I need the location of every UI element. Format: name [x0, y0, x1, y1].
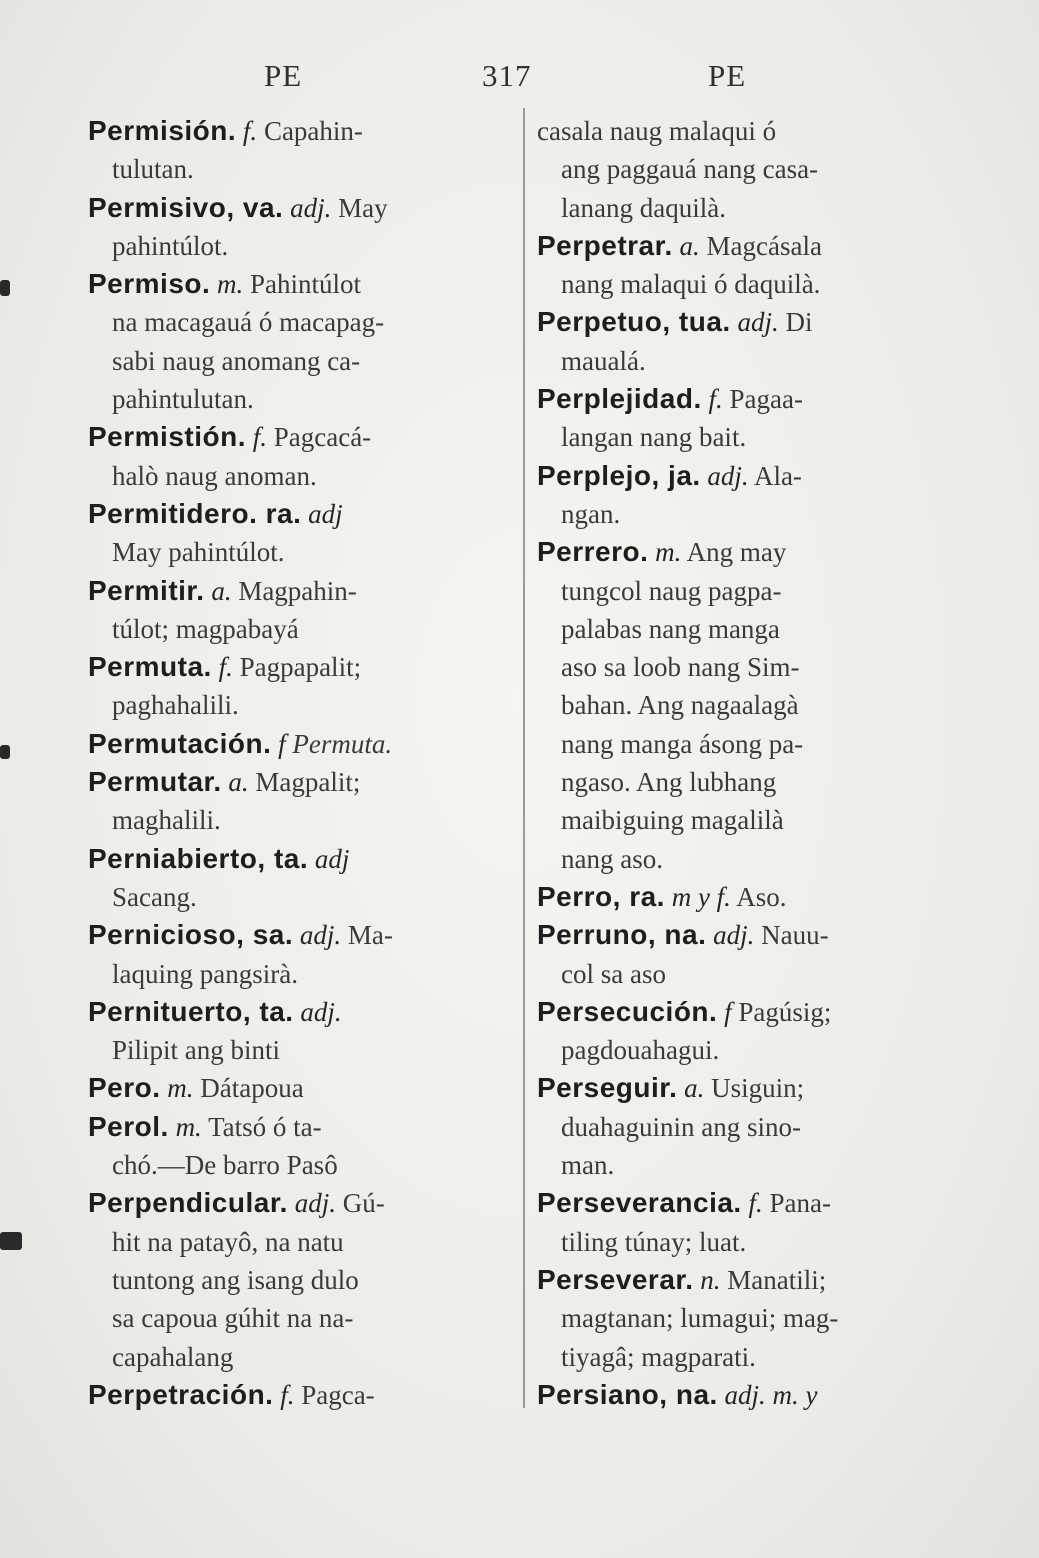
entry-definition-line: langan nang bait.	[561, 422, 747, 453]
entry-headword: Permiso.	[88, 268, 211, 300]
dictionary-entry	[88, 265, 508, 418]
entry-definition-start: Permuta.	[292, 728, 393, 759]
entry-definition-line: tiyagâ; magparati.	[561, 1341, 756, 1372]
entry-grammar-tag: adj.	[300, 996, 342, 1027]
dictionary-entry	[537, 878, 957, 916]
entry-definition-line: ang paggauá nang casa-	[561, 154, 819, 185]
entry-definition-start: Aso.	[736, 881, 787, 912]
entry-grammar-tag: adj.	[290, 192, 332, 223]
entry-definition-line: túlot; magpabayá	[112, 613, 299, 644]
entry-headword: Persiano, na.	[537, 1378, 718, 1410]
entry-definition-start: Pana-	[769, 1188, 831, 1219]
entry-headword: Permitir.	[88, 574, 205, 606]
entry-headword: Perseverar.	[537, 1263, 694, 1295]
entry-grammar-tag: f	[278, 728, 286, 759]
entry-headword: Perplejo, ja.	[537, 459, 701, 491]
entry-definition-line: paghahalili.	[112, 690, 239, 721]
dictionary-entry	[537, 457, 957, 534]
entry-headword: Permutar.	[88, 766, 222, 798]
entry-grammar-tag: adj	[308, 498, 343, 529]
entry-definition-line: tungcol naug pagpa-	[561, 575, 782, 606]
entry-definition-line: man.	[561, 1150, 615, 1181]
scan-edge-mark	[0, 280, 10, 296]
dictionary-entry	[88, 993, 508, 1070]
entry-headword: Permisivo, va.	[88, 191, 284, 223]
entry-definition-line: nang malaqui ó daquilà.	[561, 269, 821, 300]
entry-grammar-tag: a.	[679, 230, 700, 261]
entry-definition-line: nang manga ásong pa-	[561, 728, 804, 759]
dictionary-entry	[537, 993, 957, 1070]
entry-headword: Permistión.	[88, 421, 246, 453]
header-left-guide-word: PE	[264, 58, 303, 93]
entry-definition-line: sabi naug anomang ca-	[112, 345, 361, 376]
entry-definition-line: duahaguinin ang sino-	[561, 1111, 801, 1142]
entry-definition-start: Nauu-	[761, 920, 829, 951]
entry-grammar-tag: f.	[748, 1188, 763, 1219]
left-column	[88, 112, 508, 1414]
entry-grammar-tag: adj	[314, 843, 350, 874]
entry-headword: Perpetuo, tua.	[537, 306, 731, 338]
dictionary-entry	[537, 380, 957, 457]
entry-headword: Perpendicular.	[88, 1187, 288, 1219]
entry-grammar-tag: adj.	[294, 1188, 336, 1219]
entry-definition-start: Ang may	[686, 537, 787, 568]
entry-definition-start: Pagúsig;	[738, 996, 832, 1027]
entry-definition-line: tuntong ang isang dulo	[112, 1264, 359, 1295]
dictionary-entry	[88, 495, 508, 572]
dictionary-entry	[88, 572, 508, 649]
entry-headword: Perro, ra.	[537, 880, 665, 912]
entry-headword: Perruno, na.	[537, 919, 707, 951]
dictionary-entry	[88, 189, 508, 266]
entry-definition-line: chó.—De barro Pasô	[112, 1150, 338, 1181]
entry-headword: Pernituerto, ta.	[88, 995, 294, 1027]
dictionary-entry	[537, 533, 957, 878]
entry-definition-line: pahintúlot.	[112, 230, 229, 261]
entry-grammar-tag: f.	[708, 384, 723, 415]
entry-grammar-tag: f	[724, 996, 732, 1027]
entry-headword: Permuta.	[88, 651, 212, 683]
entry-headword: Perol.	[88, 1110, 169, 1142]
entry-definition-line: halò naug anoman.	[112, 460, 317, 491]
scan-edge-mark	[0, 745, 10, 759]
entry-headword: Pero.	[88, 1072, 161, 1104]
entry-definition-start: Di	[785, 307, 813, 338]
entry-grammar-tag: adj.	[737, 307, 779, 338]
entry-definition-start: Usiguin;	[711, 1073, 805, 1104]
entry-definition-start: Pahintúlot	[250, 269, 362, 300]
dictionary-entry	[88, 840, 508, 917]
entry-definition-start: Pagaa-	[729, 384, 803, 415]
entry-headword: Permitidero. ra.	[88, 497, 302, 529]
entry-definition-line: na macagauá ó macapag-	[112, 307, 385, 338]
right-column	[537, 112, 957, 1414]
entry-definition-start: Magcásala	[706, 230, 822, 261]
entry-definition-start: Magpalit;	[255, 767, 361, 798]
entry-definition-line: maibiguing magalilà	[561, 805, 784, 836]
entry-definition-line: pagdouahagui.	[561, 1035, 720, 1066]
entry-grammar-tag: a.	[228, 767, 249, 798]
entry-grammar-tag: a.	[684, 1073, 705, 1104]
entry-headword: Perrero.	[537, 536, 649, 568]
entry-headword: Perpetrar.	[537, 229, 673, 261]
entry-definition-start: Magpahin-	[238, 575, 357, 606]
entry-grammar-tag: adj.	[299, 920, 342, 951]
entry-definition-line: ngaso. Ang lubhang	[561, 767, 777, 798]
entry-definition-start: Pagpapalit;	[239, 652, 362, 683]
dictionary-entry	[537, 303, 957, 380]
entry-definition-start: Gú-	[342, 1188, 385, 1219]
entry-definition-line: May pahintúlot.	[112, 537, 285, 568]
header-right-guide-word: PE	[708, 58, 747, 93]
entry-grammar-tag: m.	[175, 1111, 202, 1142]
entry-grammar-tag: adj.	[707, 460, 749, 491]
entry-definition-line: tulutan.	[112, 154, 194, 185]
entry-definition-line: bahan. Ang nagaalagà	[561, 690, 799, 721]
entry-definition-line: lanang daquilà.	[561, 192, 726, 223]
column-divider	[523, 108, 525, 1408]
entry-definition-line: maghalili.	[112, 805, 221, 836]
entry-definition-line: pahintulutan.	[112, 384, 254, 415]
entry-grammar-tag: m.	[167, 1073, 194, 1104]
dictionary-entry	[537, 112, 957, 227]
entry-definition-line: palabas nang manga	[561, 613, 780, 644]
entry-grammar-tag: n.	[700, 1264, 721, 1295]
dictionary-entry	[88, 648, 508, 725]
dictionary-entry	[537, 1261, 957, 1376]
entry-definition-line: tiling túnay; luat.	[561, 1226, 747, 1257]
entry-definition-line: col sa aso	[561, 958, 666, 989]
entry-headword: Perseguir.	[537, 1072, 678, 1104]
entry-headword: Permutación.	[88, 727, 272, 759]
entry-grammar-tag: m y f.	[671, 881, 731, 912]
dictionary-entry	[537, 1069, 957, 1184]
entry-headword: Perplejidad.	[537, 383, 702, 415]
entry-definition-line: Sacang.	[112, 881, 197, 912]
entry-definition-start: Ala-	[753, 460, 802, 491]
dictionary-entry	[537, 227, 957, 304]
dictionary-entry	[88, 112, 508, 189]
entry-definition-start: Pagca-	[301, 1379, 375, 1410]
entry-definition-line: aso sa loob nang Sim-	[561, 652, 800, 683]
entry-definition-line: magtanan; lumagui; mag-	[561, 1303, 839, 1334]
dictionary-entry	[88, 1376, 508, 1414]
page-header	[0, 58, 1039, 98]
entry-definition-line: ngan.	[561, 498, 621, 529]
entry-headword: Perniabierto, ta.	[88, 842, 309, 874]
dictionary-entry	[88, 1069, 508, 1107]
dictionary-entry	[88, 1108, 508, 1185]
entry-grammar-tag: f.	[218, 652, 233, 683]
entry-grammar-tag: f.	[280, 1379, 295, 1410]
entry-grammar-tag: m.	[655, 537, 682, 568]
entry-definition-line: maualá.	[561, 345, 646, 376]
entry-grammar-tag: f.	[242, 116, 258, 146]
entry-grammar-tag: adj. m. y	[724, 1379, 818, 1410]
entry-definition-start: Capahin-	[263, 116, 363, 146]
scan-edge-mark	[0, 1232, 22, 1250]
entry-headword: Pernicioso, sa.	[88, 919, 294, 951]
page-number: 317	[482, 58, 532, 93]
entry-definition-line: sa capoua gúhit na na-	[112, 1303, 354, 1334]
entry-definition-start: May	[338, 192, 388, 223]
entry-definition-line: Pilipit ang binti	[112, 1035, 281, 1066]
dictionary-entry	[88, 418, 508, 495]
entry-headword: Perseverancia.	[537, 1187, 742, 1219]
dictionary-entry	[88, 916, 508, 993]
entry-definition-start: Pagcacá-	[273, 422, 372, 453]
dictionary-entry	[88, 1184, 508, 1375]
dictionary-entry	[88, 725, 508, 763]
entry-definition-start: Tatsó ó ta-	[208, 1111, 322, 1142]
dictionary-entry	[88, 763, 508, 840]
entry-headword: Perpetración.	[88, 1378, 274, 1410]
dictionary-entry	[537, 1184, 957, 1261]
dictionary-entry	[537, 916, 957, 993]
dictionary-entry	[537, 1376, 957, 1414]
entry-definition-start: casala naug malaqui ó	[537, 116, 777, 146]
entry-definition-start: Dátapoua	[200, 1073, 304, 1104]
entry-headword: Permisión.	[88, 115, 237, 146]
entry-grammar-tag: a.	[211, 575, 232, 606]
entry-headword: Persecución.	[537, 995, 718, 1027]
entry-definition-line: laquing pangsirà.	[112, 958, 298, 989]
entry-definition-line: capahalang	[112, 1341, 234, 1372]
entry-grammar-tag: f.	[252, 422, 267, 453]
entry-grammar-tag: adj.	[713, 920, 755, 951]
entry-definition-line: hit na patayô, na natu	[112, 1226, 344, 1257]
entry-grammar-tag: m.	[217, 269, 244, 300]
entry-definition-start: Manatili;	[727, 1264, 827, 1295]
entry-definition-line: nang aso.	[561, 843, 663, 874]
entry-definition-start: Ma-	[347, 920, 393, 951]
